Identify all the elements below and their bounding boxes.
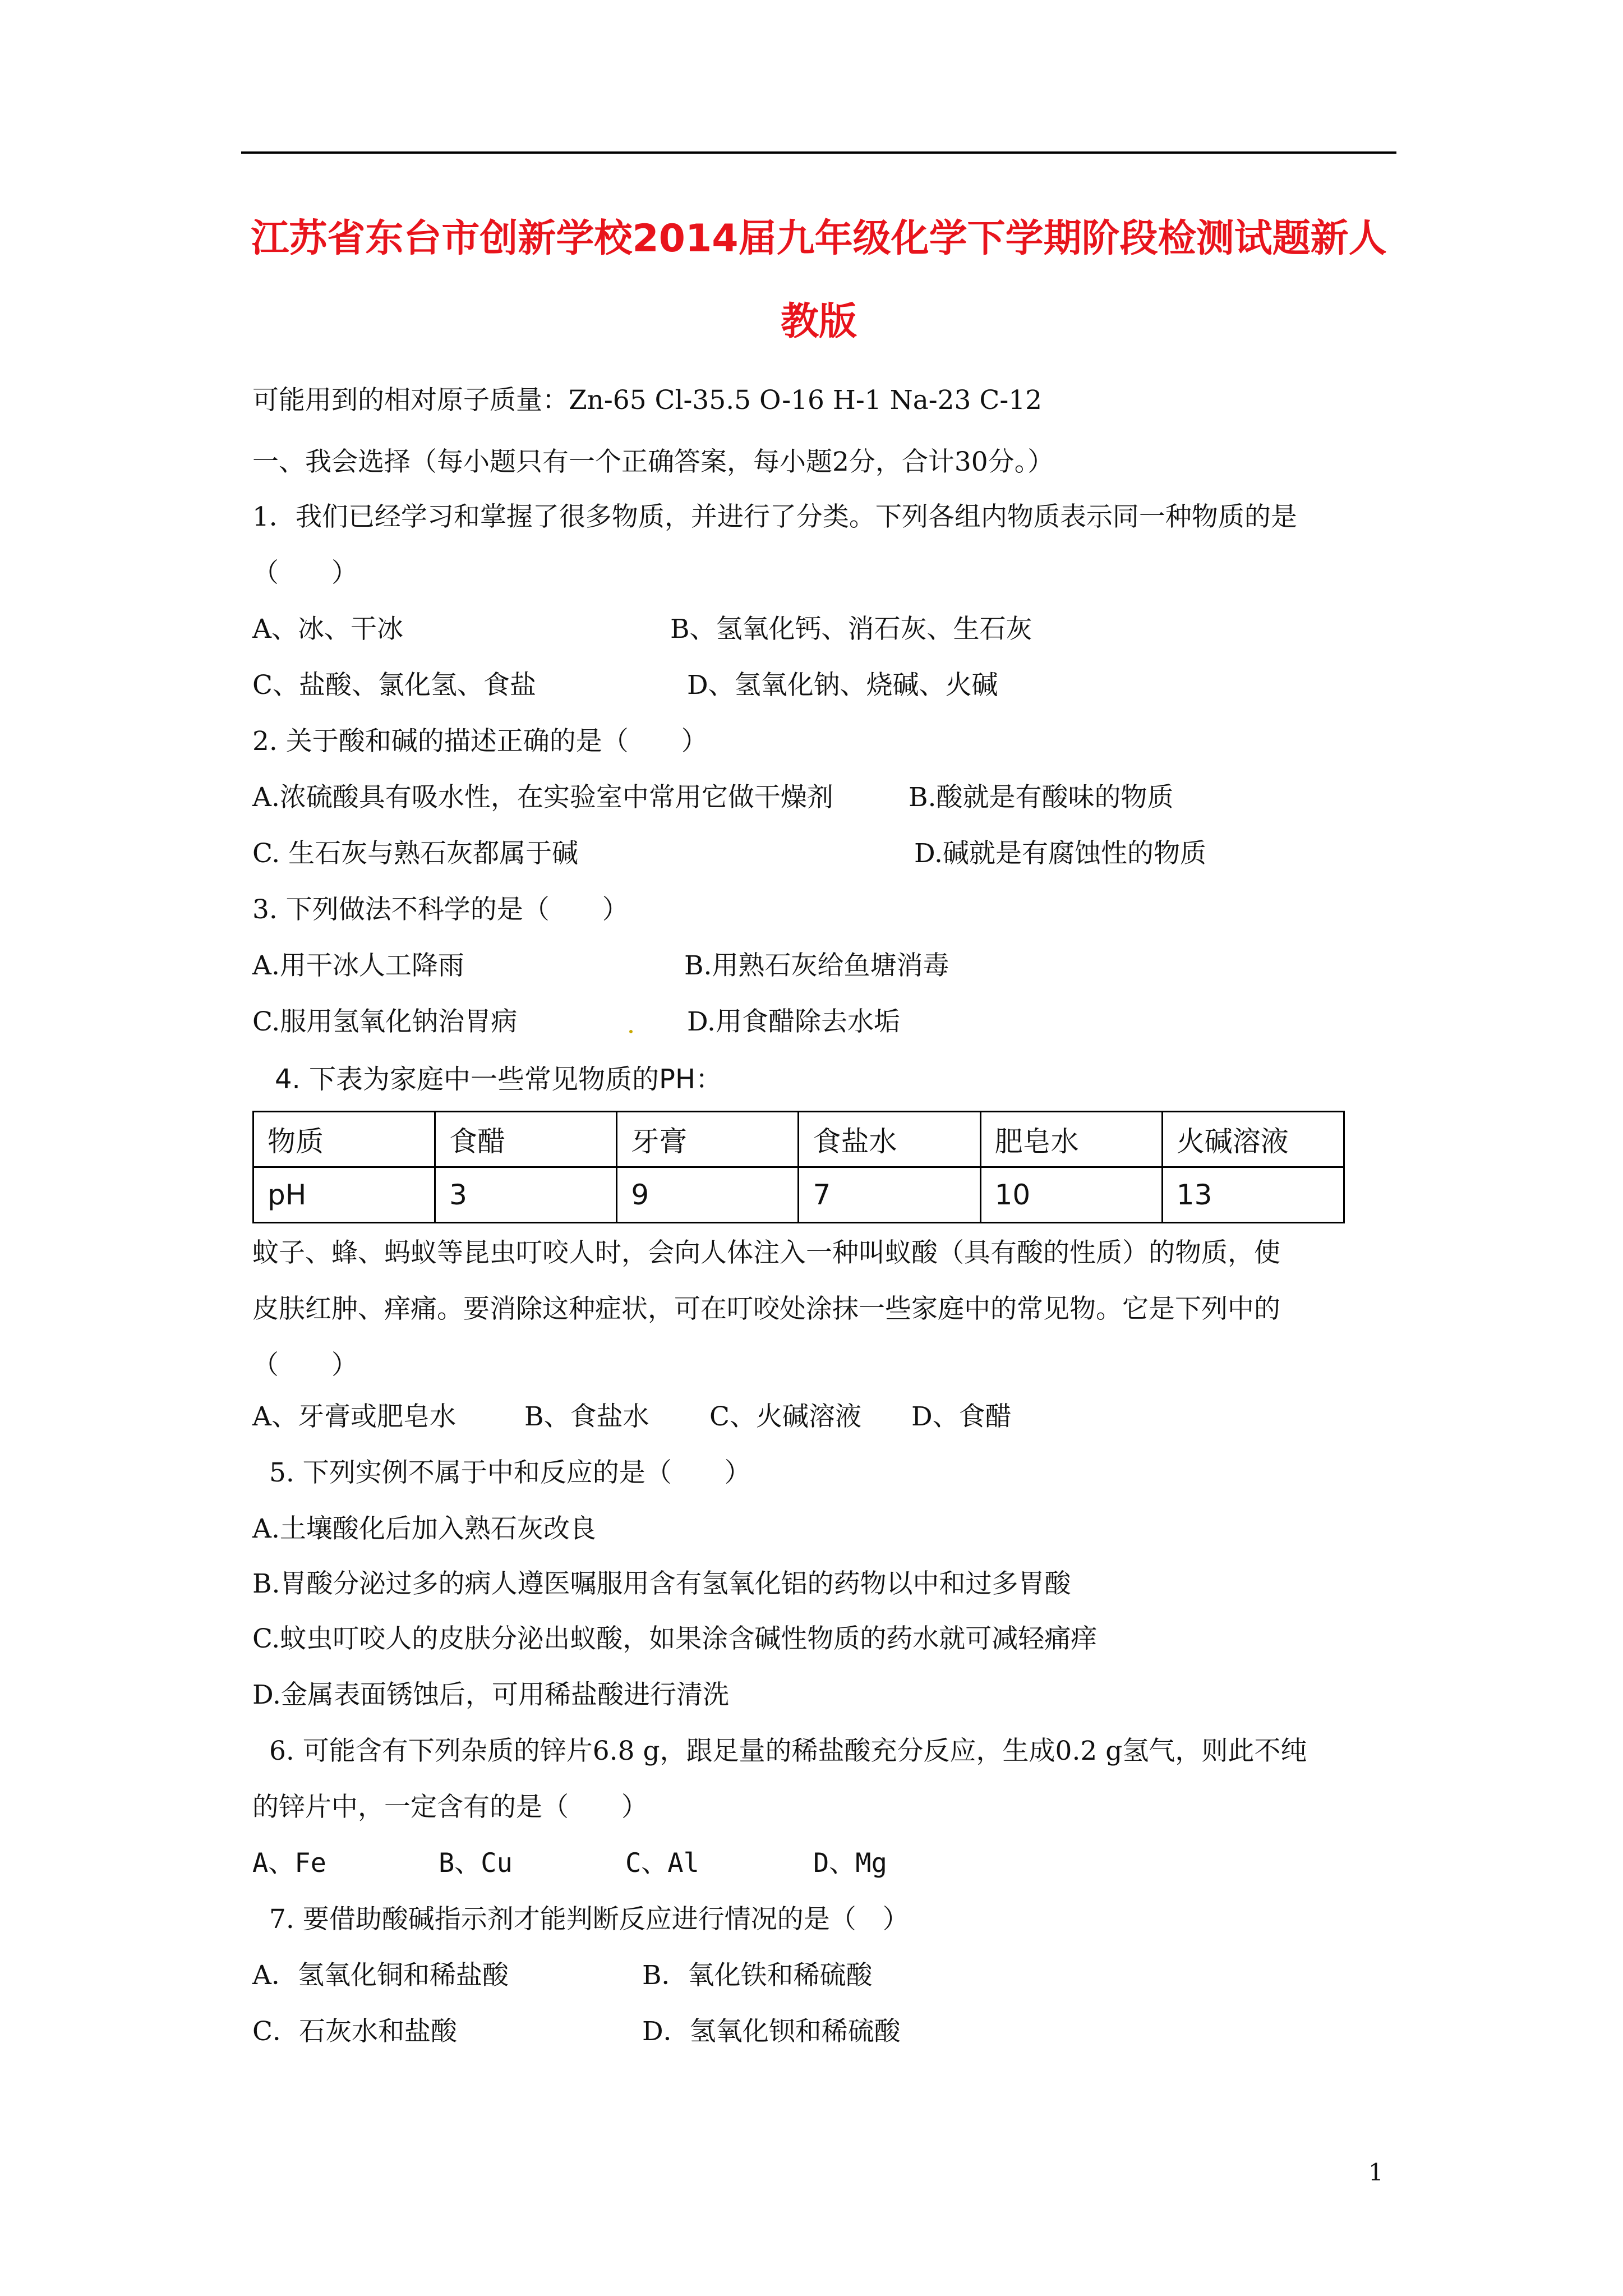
ph-table-cell: 3 xyxy=(435,1167,617,1223)
q7-option-b: B．氧化铁和稀硫酸 xyxy=(642,1960,873,1991)
ph-table-cell: 食盐水 xyxy=(799,1112,980,1167)
doc-title-line1: 江苏省东台市创新学校2014届九年级化学下学期阶段检测试题新人 xyxy=(251,217,1387,261)
q1-option-c: C、盐酸、氯化氢、食盐 xyxy=(252,670,536,701)
q2-option-c: C. 生石灰与熟石灰都属于碱 xyxy=(252,838,579,869)
ph-table-cell: 肥皂水 xyxy=(980,1112,1162,1167)
q1-option-b: B、氢氧化钙、消石灰、生石灰 xyxy=(670,614,1032,645)
q1-option-a: A、冰、干冰 xyxy=(252,614,403,645)
section-heading: 一、我会选择（每小题只有一个正确答案，每小题2分，合计30分。） xyxy=(252,447,1054,477)
q3-option-c: C.服用氢氧化钠治胃病 xyxy=(252,1006,518,1037)
q4-option-d: D、食醋 xyxy=(911,1401,1012,1432)
q2-option-d: D.碱就是有腐蚀性的物质 xyxy=(914,838,1206,869)
q5-option-a: A.土壤酸化后加入熟石灰改良 xyxy=(252,1513,596,1544)
q4-text-line1: 蚊子、蜂、蚂蚁等昆虫叮咬人时，会向人体注入一种叫蚁酸（具有酸的性质）的物质，使 xyxy=(252,1237,1280,1268)
q6-option-c: C、Al xyxy=(625,1848,699,1879)
q3-stem: 3. 下列做法不科学的是（ ） xyxy=(252,894,629,925)
ph-table-row xyxy=(253,1167,1344,1223)
q4-option-a: A、牙膏或肥皂水 xyxy=(252,1401,456,1432)
ph-table xyxy=(252,1111,1345,1223)
q3-option-b: B.用熟石灰给鱼塘消毒 xyxy=(684,950,949,981)
q6-option-b: B、Cu xyxy=(439,1848,513,1879)
atomic-mass-line: 可能用到的相对原子质量：Zn-65 Cl-35.5 O-16 H-1 Na-23 C-12 xyxy=(252,385,1043,416)
q7-stem: 7. 要借助酸碱指示剂才能判断反应进行情况的是（ ） xyxy=(269,1904,909,1935)
q6-option-a: A、Fe xyxy=(252,1848,326,1879)
ph-table-cell: pH xyxy=(253,1167,435,1223)
ph-table-cell: 13 xyxy=(1162,1167,1344,1223)
q3-option-d: D.用食醋除去水垢 xyxy=(687,1006,900,1037)
q4-option-b: B、食盐水 xyxy=(524,1401,649,1432)
ph-table-cell: 7 xyxy=(799,1167,980,1223)
page-number: 1 xyxy=(1368,2159,1384,2186)
q7-option-c: C．石灰水和盐酸 xyxy=(252,2016,457,2047)
ph-table-row xyxy=(253,1112,1344,1167)
q1-option-d: D、氢氧化钠、烧碱、火碱 xyxy=(687,670,998,701)
header-rule xyxy=(241,151,1396,154)
doc-title-line2: 教版 xyxy=(780,300,857,344)
q7-option-d: D．氢氧化钡和稀硫酸 xyxy=(642,2016,901,2047)
ph-table-cell: 物质 xyxy=(253,1112,435,1167)
ph-table-cell: 牙膏 xyxy=(617,1112,799,1167)
q1-stem: 1．我们已经学习和掌握了很多物质，并进行了分类。下列各组内物质表示同一种物质的是 xyxy=(252,501,1297,532)
ph-table-cell: 火碱溶液 xyxy=(1162,1112,1344,1167)
q6-stem: 6. 可能含有下列杂质的锌片6.8 g，跟足量的稀盐酸充分反应，生成0.2 g氢气，则此不纯 xyxy=(269,1736,1307,1766)
q4-text-bracket: （ ） xyxy=(252,1350,358,1381)
q2-option-b: B.酸就是有酸味的物质 xyxy=(909,782,1174,813)
q3-option-a: A.用干冰人工降雨 xyxy=(252,950,464,981)
q5-stem: 5. 下列实例不属于中和反应的是（ ） xyxy=(269,1457,751,1488)
q2-option-a: A.浓硫酸具有吸水性，在实验室中常用它做干燥剂 xyxy=(252,782,833,813)
q1-stem-bracket: （ ） xyxy=(252,558,358,588)
q7-option-a: A．氢氧化铜和稀盐酸 xyxy=(252,1960,509,1991)
ph-table-cell: 9 xyxy=(617,1167,799,1223)
q2-stem: 2. 关于酸和碱的描述正确的是（ ） xyxy=(252,726,708,757)
q4-stem: 4. 下表为家庭中一些常见物质的PH： xyxy=(275,1064,723,1095)
q4-option-c: C、火碱溶液 xyxy=(709,1401,861,1432)
q5-option-d: D.金属表面锈蚀后，可用稀盐酸进行清洗 xyxy=(252,1680,729,1710)
q5-option-b: B.胃酸分泌过多的病人遵医嘱服用含有氢氧化铝的药物以中和过多胃酸 xyxy=(252,1568,1071,1599)
stray-dot xyxy=(629,1030,633,1033)
q6-stem-line2: 的锌片中，一定含有的是（ ） xyxy=(252,1792,648,1823)
q4-text-line2: 皮肤红肿、痒痛。要消除这种症状，可在叮咬处涂抹一些家庭中的常见物。它是下列中的 xyxy=(252,1294,1280,1324)
q5-option-c: C.蚊虫叮咬人的皮肤分泌出蚁酸，如果涂含碱性物质的药水就可减轻痛痒 xyxy=(252,1623,1098,1654)
ph-table-cell: 10 xyxy=(980,1167,1162,1223)
q6-option-d: D、Mg xyxy=(813,1848,887,1879)
ph-table-cell: 食醋 xyxy=(435,1112,617,1167)
